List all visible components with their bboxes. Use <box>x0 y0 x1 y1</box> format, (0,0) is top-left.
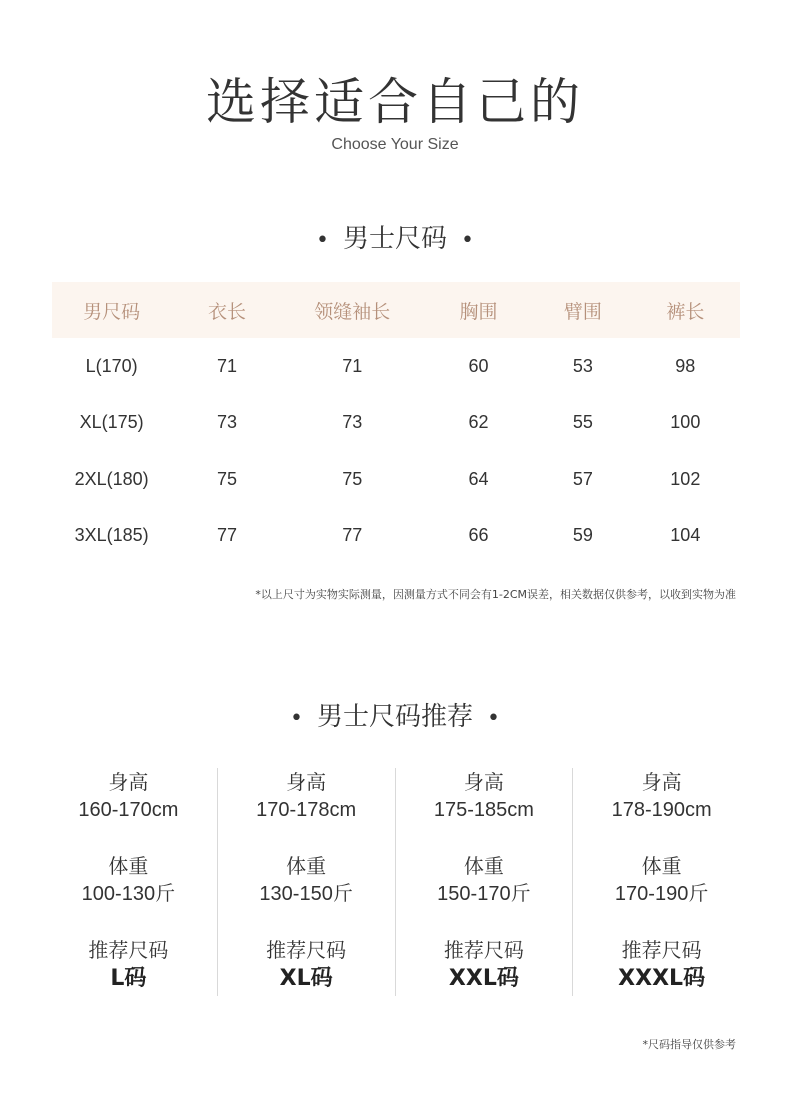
weight-value: 170-190斤 <box>614 883 709 905</box>
recommendation-column <box>573 768 750 996</box>
table-cell: 66 <box>468 525 489 546</box>
weight-value: 100-130斤 <box>81 883 176 905</box>
recommended-size: XXL码 <box>448 966 519 991</box>
size-label: 推荐尺码 <box>266 938 347 962</box>
column-header: 臂围 <box>563 300 602 323</box>
height-label: 身高 <box>286 770 327 794</box>
bullet-dot-icon: • <box>461 228 474 253</box>
weight-label: 体重 <box>463 854 504 878</box>
recommended-size: XL码 <box>279 966 333 991</box>
table-cell: 71 <box>342 355 363 376</box>
recommendation-column <box>218 768 396 996</box>
table-cell: 71 <box>216 355 237 376</box>
weight-value: 150-170斤 <box>437 883 531 905</box>
measurement-note: *以上尺寸为实物实际测量，因测量方式不同会有1-2CM误差，相关数据仅供参考，以收到实物为准 <box>255 588 736 601</box>
guide-note: *尺码指导仅供参考 <box>642 1038 736 1051</box>
table-cell: 102 <box>670 468 701 489</box>
table-cell: 98 <box>675 355 696 376</box>
size-chart-heading <box>0 218 790 255</box>
height-value: 170-178cm <box>256 799 357 821</box>
recommendation-title: 男士尺码推荐 <box>316 702 473 732</box>
bullet-dot-icon: • <box>316 228 329 253</box>
size-label: 推荐尺码 <box>443 938 524 962</box>
table-cell: 104 <box>670 525 701 546</box>
column-header: 衣长 <box>207 300 246 323</box>
table-cell: 3XL(185) <box>74 525 149 546</box>
recommendation-column <box>40 768 218 996</box>
height-label: 身高 <box>108 770 149 794</box>
weight-value: 130-150斤 <box>259 883 353 905</box>
table-cell: 57 <box>572 468 593 489</box>
recommendation-grid <box>40 768 750 996</box>
table-cell: 59 <box>572 525 593 546</box>
height-label: 身高 <box>641 770 682 794</box>
table-row <box>52 338 740 395</box>
table-cell: XL(175) <box>79 412 144 433</box>
table-cell: L(170) <box>85 355 138 376</box>
table-row <box>52 451 740 508</box>
weight-label: 体重 <box>108 854 149 878</box>
table-cell: 77 <box>216 525 237 546</box>
weight-label: 体重 <box>641 854 682 878</box>
column-header: 胸围 <box>459 300 498 323</box>
size-label: 推荐尺码 <box>88 938 169 962</box>
weight-label: 体重 <box>286 854 327 878</box>
size-label: 推荐尺码 <box>621 938 702 962</box>
height-value: 178-190cm <box>611 799 712 821</box>
table-row <box>52 508 740 565</box>
recommended-size: L码 <box>110 966 147 991</box>
recommendation-column <box>396 768 574 996</box>
table-cell: 53 <box>572 355 593 376</box>
column-header: 男尺码 <box>83 300 141 323</box>
table-cell: 75 <box>216 468 237 489</box>
height-label: 身高 <box>463 770 504 794</box>
table-cell: 73 <box>216 412 237 433</box>
table-cell: 100 <box>670 412 701 433</box>
bullet-dot-icon: • <box>290 706 303 731</box>
recommended-size: XXXL码 <box>618 966 706 991</box>
column-header: 领缝袖长 <box>314 300 391 323</box>
page-subtitle: Choose Your Size <box>331 136 459 153</box>
size-table <box>52 282 740 564</box>
table-header <box>52 282 740 338</box>
height-value: 175-185cm <box>433 799 534 821</box>
table-cell: 75 <box>342 468 363 489</box>
table-cell: 55 <box>572 412 593 433</box>
table-cell: 60 <box>468 355 489 376</box>
table-cell: 77 <box>342 525 363 546</box>
bullet-dot-icon: • <box>487 706 500 731</box>
page-title: 选择适合自己的 <box>206 73 584 131</box>
size-chart-title: 男士尺码 <box>342 224 447 254</box>
table-row <box>52 395 740 452</box>
table-cell: 62 <box>468 412 489 433</box>
table-cell: 73 <box>342 412 363 433</box>
recommendation-heading <box>0 696 790 733</box>
column-header: 裤长 <box>666 300 705 323</box>
height-value: 160-170cm <box>78 799 179 821</box>
table-cell: 2XL(180) <box>74 468 149 489</box>
table-cell: 64 <box>468 468 489 489</box>
